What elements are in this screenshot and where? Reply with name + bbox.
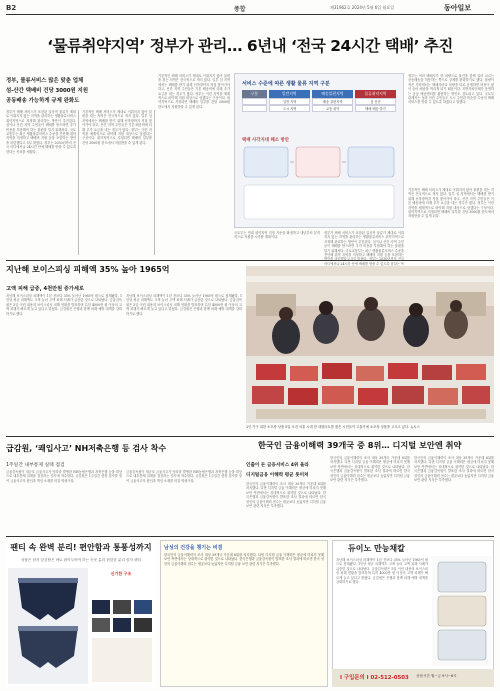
header-divider: [6, 14, 494, 15]
story2-headline: 지난해 보이스피싱 피해액 35% 높아 1965억: [6, 265, 170, 274]
story4-subhead-2: 디지털금융 이해력 평균 못미쳐: [246, 473, 309, 478]
story2-column-1: 지난해 보이스피싱 피해액이 1년 전보다 35% 늘어난 1965억 원으로 집계됐다. 1인당 평균 피해액도 크게 늘어 고액 피해 사례가 급증한 것으로 나타났다. 금융감독원은 5일 이런 내용의 보이스피싱 피해 현황을 발표하며 특히 4000만 원 이상의 고액 피해가 빠르게 늘고 있다고 밝혔다. 금감원은 은행과 함께 피해 예방 대책을 강화하기로 했다.: [6, 294, 122, 316]
story3-headline: 급감원, ‘쾌입사고’ NH저축은행 등 검사 착수: [6, 444, 167, 453]
photo-caption: 1인 가구 위한 소포장 상품 5일 오전 서울 시내 한 대형마트를 찾은 시민들이 고물가에 소포장 상품을 고르고 있다. 뉴시스: [246, 425, 420, 429]
ad1-product-image: [8, 568, 88, 684]
infographic-row: [242, 105, 396, 112]
infographic-title: 서비스 수준에 따른 생활 물류 지역 구분: [242, 81, 330, 87]
infographic-cell: 택배 배송 불가: [355, 105, 396, 112]
ad1-product-grid: [90, 598, 154, 684]
ad-divider: [6, 536, 494, 537]
infographic-header-row: [242, 90, 396, 98]
section-divider: [6, 436, 494, 437]
story3-subhead: 1주일간 내부통제 실태 점검: [6, 463, 65, 468]
ad3-hours: 상담시간 월~금 9시~6시: [416, 674, 457, 678]
ad1-subtitle: 상품은 남자 앞감합은 바로 잡아두어야 하는 속옷 분리 편한한 분리 삼각 팬티: [20, 558, 142, 562]
infographic-cell: 섬 산간: [355, 98, 396, 105]
story4-column-1: 한국인의 금융이해력이 조사 대상 39개국 가운데 8위를 차지했다. 다만 디지털 금융 이해력은 평균에 미치지 못해 보안 측면에서는 상대적으로 취약한 것으로 나타났다. 한국은행과 금융감독원이 발표한 조사 결과에 따르면 한국 성인의 금융이해력 점수는 평균보다 높았지만 디지털 금융 보안 관련 지식은 부족했다.: [246, 482, 326, 509]
lead-column-5: 국토부는 연내 취약지역 지정 기준을 확정하고 내년부터 본격적으로 지원을 시작할 계획이다.: [234, 231, 320, 240]
infographic-cell: [242, 105, 267, 112]
infographic-col-head: 배송불편지역: [312, 90, 353, 98]
ad2-title: 남성의 건강을 챙기는 비결: [164, 545, 223, 551]
section-label: 종합: [234, 6, 246, 13]
lead-column-2: 기본적인 택배 서비스가 제대로 이뤄지지 않아 불편을 겪는 지역은 전국적으로 적지 않다. 일부 섬 지역에서는 택배를 받기 위해 선착장까지 직접 찾아가야 하고, 산간 지역 주민들은 기본 배송비에 더해 추가 요금을 내는 경우가 많다. 정부는 이런 지역을 체계적으로 파악해 지원 대상으로 삼겠다는 구상이다. 취약지역으로 지정되면 택배비 일부를 건당 3000원 한도에서 지원받을 수 있게 된다.: [82, 110, 152, 145]
column-divider: [78, 110, 79, 255]
ad3-title: 듀이노 만능채칼: [348, 544, 405, 553]
infographic-diagram: [242, 145, 396, 223]
story3-column-2: 금융감독원이 대규모 금융사고가 잇따라 발생한 NH농협은행과 저축은행 등을 대상으로 내부통제 실태를 점검하는 검사에 착수한다. 금감원은 1주일간 현장 검사를 벌여 금융사고의 원인과 책임 소재를 따질 방침이다.: [126, 470, 242, 483]
lead-column-3: 기본적인 택배 서비스가 제대로 이뤄지지 않아 불편을 겪는 지역은 전국적으로 적지 않다. 일부 섬 지역에서는 택배를 받기 위해 선착장까지 직접 찾아가야 하고, 산간 지역 주민들은 기본 배송비에 더해 추가 요금을 내는 경우가 많다. 정부는 이런 지역을 체계적으로 파악해 지원 대상으로 삼겠다는 구상이다. 취약지역으로 지정되면 택배비 일부를 건당 3000원 한도에서 지원받을 수 있게 된다.: [158, 74, 230, 109]
infographic-cell: 교통 취약: [312, 105, 353, 112]
section-divider: [6, 260, 494, 261]
lead-subhead-3: 공동배송 가능하게 규제 완화도: [6, 98, 80, 104]
infographic-subtitle: 택배 사각지대 해소 방안: [242, 138, 290, 143]
infographic-cell: 도시 지역: [269, 105, 310, 112]
infographic-col-head: 일반지역: [269, 90, 310, 98]
lead-column-7: 기본적인 택배 서비스가 제대로 이뤄지지 않아 불편을 겪는 지역은 전국적으로 적지 않다. 일부 섬 지역에서는 택배를 받기 위해 선착장까지 직접 찾아가야 하고, 산간 지역 주민들은 기본 배송비에 더해 추가 요금을 내는 경우가 많다. 정부는 이런 지역을 체계적으로 파악해 지원 대상으로 삼겠다는 구상이다. 취약지역으로 지정되면 택배비 일부를 건당 3000원 한도에서 지원받을 수 있게 된다.: [408, 188, 494, 219]
infographic-row: [242, 98, 396, 105]
ad2-body: 한국인의 금융이해력이 조사 대상 39개국 가운데 8위를 차지했다. 다만 디지털 금융 이해력은 평균에 미치지 못해 보안 측면에서는 상대적으로 취약한 것으로 나타났다. 한국은행과 금융감독원이 발표한 조사 결과에 따르면 한국 성인의 금융이해력 점수는 평균보다 높았지만 디지털 금융 보안 관련 지식은 부족했다.: [164, 553, 324, 566]
lead-column-1: 정부가 택배 서비스가 포함된 일상적 물류가 제대로 이뤄지지 않는 지역을 관리하는 생활물류서비스 취약지역으로 지정해 관리하는 방안이 추진된다. 섬이나 산간 지역 주민들이 택배를 받으려면 추가 비용을 부담해야 하는 불편을 덜기 위해서다. 국토교통부는 최근 생활물류서비스 수준을 진단해 취약 지역을 지정하고 택배비 지원 등을 포함하는 방안을 마련했다고 5일 밝혔다. 정부는 2030년까지 전국 어디에서나 24시간 안에 택배를 받을 수 있도록 한다는 목표를 세웠다.: [6, 110, 76, 154]
story2-subhead: 고액 피해 급증, 4천만원 증가세로: [6, 286, 84, 292]
lead-column-6: 정부가 택배 서비스가 포함된 일상적 물류가 제대로 이뤄지지 않는 지역을 관리하는 생활물류서비스 취약지역으로 지정해 관리하는 방안이 추진된다. 섬이나 산간 지역 주민들이 택배를 받으려면 추가 비용을 부담해야 하는 불편을 덜기 위해서다. 국토교통부는 최근 생활물류서비스 수준을 진단해 취약 지역을 지정하고 택배비 지원 등을 포함하는 어디에서나 24시간 안에 택배를 받을 수 있도록 한다는 목: [324, 231, 404, 266]
story4-headline: 한국인 금융이해력 39개국 중 8위… 디지털 보안엔 취약: [258, 440, 462, 450]
column-divider: [154, 110, 155, 255]
ad3-phone[interactable]: I 구입문의 I 02-512-0503: [340, 675, 409, 681]
market-photo: [246, 266, 494, 423]
ad1-feature-box: [88, 567, 154, 593]
lead-headline: ‘물류취약지역’ 정부가 관리… 6년내 ‘전국 24시간 택배’ 추진: [47, 37, 453, 55]
ad3-product-image: [432, 556, 492, 666]
issue-date: 제31962호 2024년 5월 6일 월요일: [330, 5, 394, 10]
story3-column-1: 금융감독원이 대규모 금융사고가 잇따라 발생한 NH농협은행과 저축은행 등을 대상으로 내부통제 실태를 점검하는 검사에 착수한다. 금감원은 1주일간 현장 검사를 벌여 금융사고의 원인과 책임 소재를 따질 방침이다.: [6, 470, 122, 483]
ad1-title: 팬티 속 완벽 분리! 편안함과 통풍성까지: [10, 543, 152, 552]
infographic-col-head: 구분: [242, 90, 267, 98]
infographic-cell: 일반 지역: [269, 98, 310, 105]
ad3-body: 지난해 보이스피싱 피해액이 1년 전보다 35% 늘어난 1965억 원으로 집계됐다. 1인당 평균 피해액도 크게 늘어 고액 피해 사례가 급증한 것으로 나타났다. 금융감독원은 5일 이런 내용의 보이스피싱 피해 현황을 발표하며 특히 4000만 원 이상의 고액 피해가 빠르게 늘고 있다고 밝혔다. 금감원은 은행과 함께 피해 예방 대책을 강화하기로 했다.: [336, 558, 428, 585]
story4-column-3: 한국인의 금융이해력이 조사 대상 39개국 가운데 8위를 차지했다. 다만 디지털 금융 이해력은 평균에 미치지 못해 보안 측면에서는 상대적으로 취약한 것으로 나타났다. 한국은행과 금융감독원이 발표한 조사 결과에 따르면 한국 성인의 금융이해력 점수는 평균보다 높았지만 디지털 금융 보안 관련 지식은 부족했다.: [414, 456, 494, 483]
story4-subhead-1: 인출이 돈 금융서비스 4위 올라: [246, 463, 309, 468]
lead-subhead-1: 정부, 물류서비스 많은 맞춘 업체: [6, 78, 84, 84]
infographic-cell: 배송 불편지역: [312, 98, 353, 105]
page-number: B2: [6, 4, 17, 12]
newspaper-logo: 동아일보: [444, 4, 472, 12]
ad1-feature-label: 신기한 구조: [110, 571, 132, 576]
infographic-cell: [242, 98, 267, 105]
infographic-col-head: 물류취약지역: [355, 90, 396, 98]
lead-column-4: 정부는 여러 택배사가 한 차량으로 물건을 함께 실어 나르는 공동배송을 허용하는 쪽으로 규제를 완화하기로 했다. 물량이 적은 지역에서는 택배사마다 차량을 따로 운행하면 비용이 많이 들어 배송을 꺼리게 되기 때문이다. 지방자치단체가 운영하는 공공 배송센터를 활용하는 방안도 검토되고 있다. 국토부 관계자는 섬과 산간 주민들도 도시 주민과 비슷한 수준의 택배 서비스를 받을 수 있도록 하겠다고 말했다.: [408, 74, 494, 105]
story2-column-2: 지난해 보이스피싱 피해액이 1년 전보다 35% 늘어난 1965억 원으로 집계됐다. 1인당 평균 피해액도 크게 늘어 고액 피해 사례가 급증한 것으로 나타났다. 금융감독원은 5일 이런 내용의 보이스피싱 피해 현황을 발표하며 특히 4000만 원 이상의 고액 피해가 빠르게 늘고 있다고 밝혔다. 금감원은 은행과 함께 피해 예방 대책을 강화하기로 했다.: [126, 294, 242, 316]
lead-subhead-2: 섬-산간 택배비 건당 3000원 지원: [6, 88, 89, 94]
story4-column-2: 한국인의 금융이해력이 조사 대상 39개국 가운데 8위를 차지했다. 다만 디지털 금융 이해력은 평균에 미치지 못해 보안 측면에서는 상대적으로 취약한 것으로 나타났다. 한국은행과 금융감독원이 발표한 조사 결과에 따르면 한국 성인의 금융이해력 점수는 평균보다 높았지만 디지털 금융 보안 관련 지식은 부족했다.: [330, 456, 410, 483]
